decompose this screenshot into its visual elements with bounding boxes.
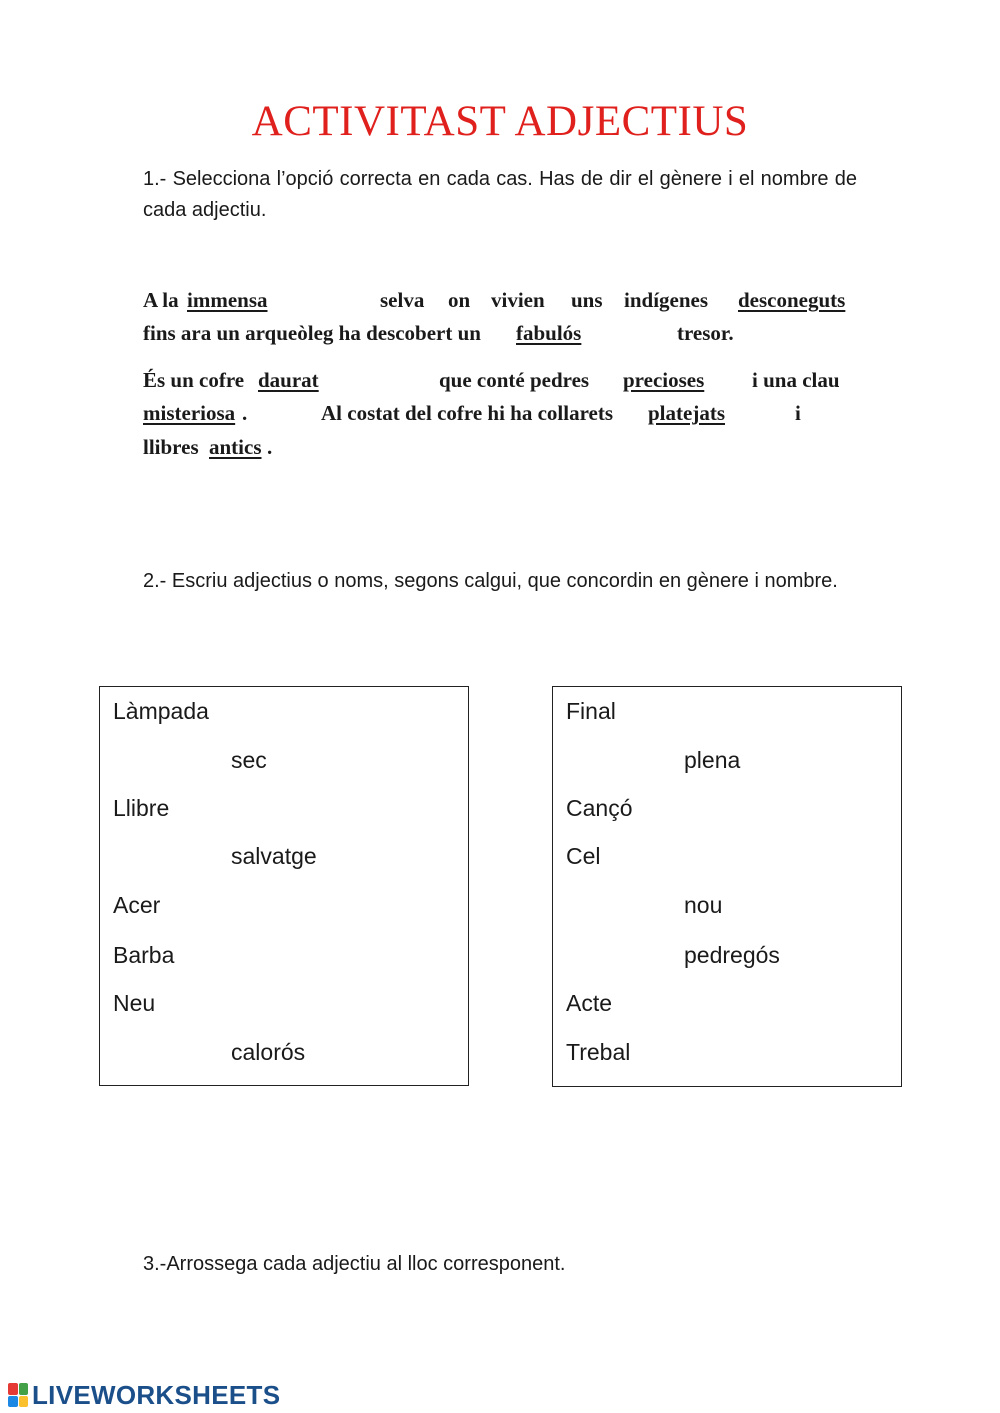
adjective-word: salvatge: [231, 843, 317, 869]
noun-word: Final: [566, 698, 616, 724]
text-fragment: .: [242, 401, 248, 425]
adjective-misteriosa[interactable]: misteriosa: [143, 401, 236, 425]
liveworksheets-logo[interactable]: [8, 1381, 280, 1409]
logo-square-icon: [19, 1383, 29, 1395]
text-fragment: i una clau: [752, 368, 840, 392]
text-fragment: És un cofre: [143, 368, 245, 392]
text-fragment: .: [267, 435, 273, 459]
noun-word: Acer: [113, 892, 161, 918]
text-fragment: i: [795, 401, 801, 425]
left-word-box: [99, 686, 469, 1086]
adjective-antics[interactable]: antics: [209, 435, 262, 459]
logo-square-icon: [8, 1383, 18, 1395]
adjective-word: pedregós: [684, 942, 780, 968]
adjective-word: plena: [684, 747, 741, 773]
text-fragment: indígenes: [624, 288, 709, 312]
adjective-word: sec: [231, 747, 267, 773]
exercise-1-line-5: [143, 432, 857, 462]
adjective-precioses[interactable]: precioses: [623, 368, 705, 392]
right-word-box: [552, 686, 902, 1087]
exercise-1-instruction: 1.- Selecciona l’opció correcta en cada cas. Has de dir el gènere i el nombre de cada adjectiu.: [143, 168, 857, 221]
text-fragment: uns: [571, 288, 603, 312]
exercise-1-line-4: [143, 398, 857, 428]
exercise-2-instruction: 2.- Escriu adjectius o noms, segons calgui, que concordin en gènere i nombre.: [143, 570, 838, 592]
adjective-word: calorós: [231, 1039, 306, 1065]
logo-text: LIVEWORKSHEETS: [32, 1379, 281, 1410]
text-fragment: A la: [143, 288, 179, 312]
text-fragment: Al costat del cofre hi ha collarets: [321, 401, 614, 425]
noun-word: Neu: [113, 990, 156, 1016]
noun-word: Cançó: [566, 795, 633, 821]
adjective-fabulos[interactable]: fabulós: [516, 321, 582, 345]
logo-square-icon: [8, 1396, 18, 1408]
noun-word: Cel: [566, 843, 601, 869]
text-fragment: vivien: [491, 288, 545, 312]
exercise-1-line-1: [143, 285, 857, 315]
text-fragment: on: [448, 288, 471, 312]
adjective-immensa[interactable]: immensa: [187, 288, 268, 312]
logo-mark-icon: [8, 1383, 28, 1407]
exercise-3-instruction: 3.-Arrossega cada adjectiu al lloc corresponent.: [143, 1253, 566, 1275]
logo-square-icon: [19, 1396, 29, 1408]
text-fragment: tresor.: [677, 321, 734, 345]
adjective-platejats[interactable]: platejats: [648, 401, 725, 425]
noun-word: Llibre: [113, 795, 170, 821]
adjective-desconeguts[interactable]: desconeguts: [738, 288, 846, 312]
text-fragment: que conté pedres: [439, 368, 590, 392]
exercise-1-line-2: [143, 318, 857, 348]
text-fragment: llibres: [143, 435, 199, 459]
adjective-word: nou: [684, 892, 723, 918]
noun-word: Barba: [113, 942, 175, 968]
text-fragment: selva: [380, 288, 425, 312]
text-fragment: fins ara un arqueòleg ha descobert un: [143, 321, 481, 345]
exercise-1-line-3: [143, 365, 857, 395]
noun-word: Làmpada: [113, 698, 209, 724]
adjective-daurat[interactable]: daurat: [258, 368, 319, 392]
page-title: ACTIVITAST ADJECTIUS: [251, 98, 749, 145]
noun-word: Trebal: [566, 1039, 631, 1065]
noun-word: Acte: [566, 990, 613, 1016]
